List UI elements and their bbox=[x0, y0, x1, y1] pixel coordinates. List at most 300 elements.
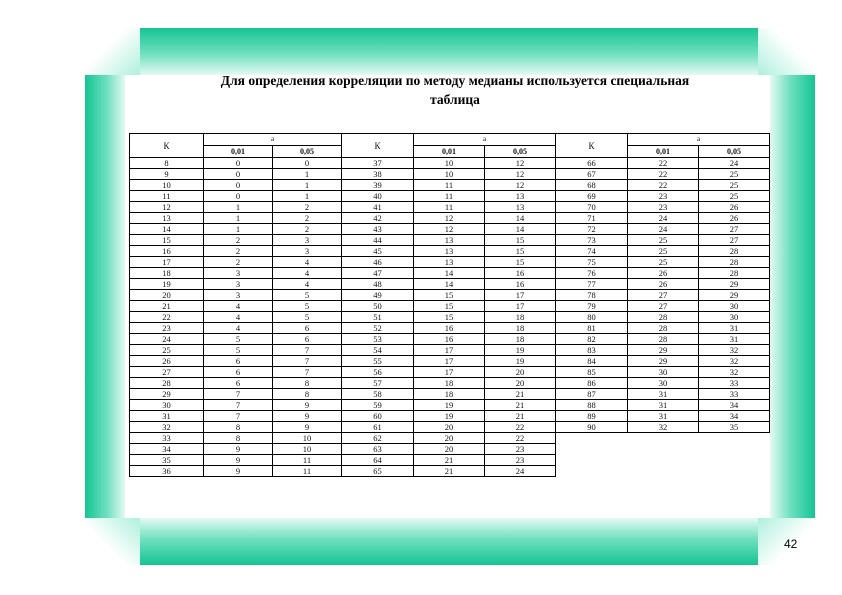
a001-value-cell: 9 bbox=[204, 444, 273, 455]
k-value-cell: 36 bbox=[130, 466, 204, 477]
a001-value-cell: 29 bbox=[628, 345, 699, 356]
a001-value-cell: 9 bbox=[204, 455, 273, 466]
k-value-cell: 22 bbox=[130, 312, 204, 323]
a001-value-cell: 16 bbox=[414, 323, 485, 334]
k-value-cell: 90 bbox=[556, 422, 628, 433]
subheader-001: 0,01 bbox=[414, 146, 485, 158]
frame-bar-bottom bbox=[140, 518, 758, 565]
a005-value-cell: 7 bbox=[273, 367, 342, 378]
a001-value-cell: 22 bbox=[628, 180, 699, 191]
median-table-block-1 bbox=[129, 133, 342, 477]
a005-value-cell: 2 bbox=[273, 213, 342, 224]
table-row bbox=[556, 257, 770, 268]
table-row bbox=[130, 367, 342, 378]
k-value-cell: 70 bbox=[556, 202, 628, 213]
k-value-cell: 66 bbox=[556, 158, 628, 169]
k-value-cell: 26 bbox=[130, 356, 204, 367]
a001-value-cell: 26 bbox=[628, 268, 699, 279]
k-value-cell: 80 bbox=[556, 312, 628, 323]
table-row bbox=[556, 367, 770, 378]
a005-value-cell: 4 bbox=[273, 268, 342, 279]
a-group-header: a bbox=[628, 134, 770, 146]
table-row bbox=[342, 378, 556, 389]
a001-value-cell: 28 bbox=[628, 334, 699, 345]
median-table-block-2 bbox=[341, 133, 556, 477]
a005-value-cell: 4 bbox=[273, 279, 342, 290]
k-value-cell: 86 bbox=[556, 378, 628, 389]
a001-value-cell: 16 bbox=[414, 334, 485, 345]
a001-value-cell: 27 bbox=[628, 301, 699, 312]
a001-value-cell: 15 bbox=[414, 290, 485, 301]
a005-value-cell: 12 bbox=[485, 158, 556, 169]
a001-value-cell: 8 bbox=[204, 433, 273, 444]
table-row bbox=[342, 422, 556, 433]
k-value-cell: 20 bbox=[130, 290, 204, 301]
k-value-cell: 37 bbox=[342, 158, 414, 169]
a001-value-cell: 25 bbox=[628, 257, 699, 268]
a001-value-cell: 7 bbox=[204, 411, 273, 422]
k-value-cell: 31 bbox=[130, 411, 204, 422]
k-column-header: К bbox=[556, 134, 628, 158]
k-value-cell: 72 bbox=[556, 224, 628, 235]
a005-value-cell: 17 bbox=[485, 290, 556, 301]
table-row bbox=[130, 290, 342, 301]
table-body bbox=[556, 158, 770, 433]
a005-value-cell: 33 bbox=[699, 378, 770, 389]
k-value-cell: 17 bbox=[130, 257, 204, 268]
table-body bbox=[342, 158, 556, 477]
a001-value-cell: 30 bbox=[628, 378, 699, 389]
table-row bbox=[556, 169, 770, 180]
a005-value-cell: 7 bbox=[273, 345, 342, 356]
subheader-005: 0,05 bbox=[485, 146, 556, 158]
a001-value-cell: 3 bbox=[204, 279, 273, 290]
a005-value-cell: 12 bbox=[485, 169, 556, 180]
table-row bbox=[342, 356, 556, 367]
a005-value-cell: 2 bbox=[273, 202, 342, 213]
a005-value-cell: 13 bbox=[485, 191, 556, 202]
k-value-cell: 25 bbox=[130, 345, 204, 356]
table-row bbox=[342, 444, 556, 455]
table-row bbox=[556, 411, 770, 422]
k-value-cell: 27 bbox=[130, 367, 204, 378]
k-value-cell: 15 bbox=[130, 235, 204, 246]
a001-value-cell: 1 bbox=[204, 213, 273, 224]
a005-value-cell: 9 bbox=[273, 411, 342, 422]
k-value-cell: 8 bbox=[130, 158, 204, 169]
frame-bar-left bbox=[85, 75, 125, 518]
a001-value-cell: 22 bbox=[628, 169, 699, 180]
table-row bbox=[130, 455, 342, 466]
a001-value-cell: 15 bbox=[414, 301, 485, 312]
table-row bbox=[130, 180, 342, 191]
k-value-cell: 35 bbox=[130, 455, 204, 466]
a005-value-cell: 28 bbox=[699, 268, 770, 279]
k-value-cell: 67 bbox=[556, 169, 628, 180]
a005-value-cell: 25 bbox=[699, 169, 770, 180]
a005-value-cell: 9 bbox=[273, 422, 342, 433]
table-row bbox=[130, 433, 342, 444]
a005-value-cell: 10 bbox=[273, 433, 342, 444]
a001-value-cell: 8 bbox=[204, 422, 273, 433]
a005-value-cell: 17 bbox=[485, 301, 556, 312]
a005-value-cell: 26 bbox=[699, 213, 770, 224]
k-value-cell: 78 bbox=[556, 290, 628, 301]
table-row bbox=[130, 235, 342, 246]
a-group-header: a bbox=[414, 134, 556, 146]
table-row bbox=[130, 422, 342, 433]
k-value-cell: 65 bbox=[342, 466, 414, 477]
a001-value-cell: 21 bbox=[414, 466, 485, 477]
k-column-header: К bbox=[342, 134, 414, 158]
k-value-cell: 45 bbox=[342, 246, 414, 257]
table-row bbox=[556, 356, 770, 367]
a005-value-cell: 32 bbox=[699, 356, 770, 367]
a001-value-cell: 6 bbox=[204, 356, 273, 367]
table-row bbox=[130, 246, 342, 257]
a005-value-cell: 31 bbox=[699, 323, 770, 334]
k-value-cell: 33 bbox=[130, 433, 204, 444]
frame-corner-top-right bbox=[758, 28, 815, 75]
a001-value-cell: 13 bbox=[414, 235, 485, 246]
a001-value-cell: 28 bbox=[628, 312, 699, 323]
k-value-cell: 59 bbox=[342, 400, 414, 411]
a001-value-cell: 3 bbox=[204, 268, 273, 279]
a005-value-cell: 33 bbox=[699, 389, 770, 400]
k-value-cell: 12 bbox=[130, 202, 204, 213]
a005-value-cell: 18 bbox=[485, 312, 556, 323]
table-row bbox=[342, 367, 556, 378]
a001-value-cell: 2 bbox=[204, 235, 273, 246]
k-value-cell: 82 bbox=[556, 334, 628, 345]
a005-value-cell: 28 bbox=[699, 246, 770, 257]
table-row bbox=[342, 323, 556, 334]
k-value-cell: 10 bbox=[130, 180, 204, 191]
a001-value-cell: 2 bbox=[204, 246, 273, 257]
table-row bbox=[342, 466, 556, 477]
table-row bbox=[342, 279, 556, 290]
a005-value-cell: 5 bbox=[273, 301, 342, 312]
table-row bbox=[556, 180, 770, 191]
a-group-header: a bbox=[204, 134, 342, 146]
a001-value-cell: 0 bbox=[204, 158, 273, 169]
table-row bbox=[342, 345, 556, 356]
table-row bbox=[556, 323, 770, 334]
a005-value-cell: 21 bbox=[485, 389, 556, 400]
table-row bbox=[342, 455, 556, 466]
k-column-header: К bbox=[130, 134, 204, 158]
a005-value-cell: 31 bbox=[699, 334, 770, 345]
a001-value-cell: 26 bbox=[628, 279, 699, 290]
a005-value-cell: 11 bbox=[273, 455, 342, 466]
a001-value-cell: 12 bbox=[414, 213, 485, 224]
k-value-cell: 54 bbox=[342, 345, 414, 356]
k-value-cell: 56 bbox=[342, 367, 414, 378]
table-row bbox=[556, 279, 770, 290]
k-value-cell: 46 bbox=[342, 257, 414, 268]
table-body bbox=[130, 158, 342, 477]
table-row bbox=[130, 345, 342, 356]
table-row bbox=[342, 224, 556, 235]
k-value-cell: 44 bbox=[342, 235, 414, 246]
table-row bbox=[556, 422, 770, 433]
a001-value-cell: 14 bbox=[414, 268, 485, 279]
a005-value-cell: 21 bbox=[485, 400, 556, 411]
k-value-cell: 83 bbox=[556, 345, 628, 356]
k-value-cell: 63 bbox=[342, 444, 414, 455]
table-row bbox=[556, 202, 770, 213]
table-row bbox=[130, 323, 342, 334]
table-row bbox=[130, 378, 342, 389]
k-value-cell: 30 bbox=[130, 400, 204, 411]
a001-value-cell: 5 bbox=[204, 334, 273, 345]
table-row bbox=[556, 378, 770, 389]
a005-value-cell: 30 bbox=[699, 301, 770, 312]
a005-value-cell: 25 bbox=[699, 180, 770, 191]
a005-value-cell: 16 bbox=[485, 268, 556, 279]
a005-value-cell: 22 bbox=[485, 422, 556, 433]
a005-value-cell: 20 bbox=[485, 378, 556, 389]
k-value-cell: 76 bbox=[556, 268, 628, 279]
a005-value-cell: 4 bbox=[273, 257, 342, 268]
table-row bbox=[130, 202, 342, 213]
table-row bbox=[342, 268, 556, 279]
table-row bbox=[342, 389, 556, 400]
table-row bbox=[556, 301, 770, 312]
a005-value-cell: 27 bbox=[699, 224, 770, 235]
frame-bar-right bbox=[770, 75, 815, 518]
a005-value-cell: 5 bbox=[273, 290, 342, 301]
slide-title bbox=[125, 71, 785, 109]
a001-value-cell: 9 bbox=[204, 466, 273, 477]
a005-value-cell: 2 bbox=[273, 224, 342, 235]
a001-value-cell: 1 bbox=[204, 224, 273, 235]
a001-value-cell: 31 bbox=[628, 389, 699, 400]
k-value-cell: 87 bbox=[556, 389, 628, 400]
table-row bbox=[342, 433, 556, 444]
k-value-cell: 74 bbox=[556, 246, 628, 257]
a005-value-cell: 1 bbox=[273, 180, 342, 191]
table-row bbox=[130, 312, 342, 323]
a005-value-cell: 18 bbox=[485, 334, 556, 345]
k-value-cell: 43 bbox=[342, 224, 414, 235]
a001-value-cell: 18 bbox=[414, 378, 485, 389]
a001-value-cell: 14 bbox=[414, 279, 485, 290]
a005-value-cell: 6 bbox=[273, 323, 342, 334]
a005-value-cell: 3 bbox=[273, 246, 342, 257]
table-row bbox=[556, 334, 770, 345]
k-value-cell: 40 bbox=[342, 191, 414, 202]
k-value-cell: 50 bbox=[342, 301, 414, 312]
table-row bbox=[556, 246, 770, 257]
table-row bbox=[342, 411, 556, 422]
k-value-cell: 24 bbox=[130, 334, 204, 345]
table-row bbox=[556, 290, 770, 301]
a005-value-cell: 21 bbox=[485, 411, 556, 422]
a005-value-cell: 10 bbox=[273, 444, 342, 455]
k-value-cell: 14 bbox=[130, 224, 204, 235]
a005-value-cell: 34 bbox=[699, 411, 770, 422]
a005-value-cell: 1 bbox=[273, 191, 342, 202]
a005-value-cell: 23 bbox=[485, 444, 556, 455]
a005-value-cell: 32 bbox=[699, 345, 770, 356]
a001-value-cell: 11 bbox=[414, 180, 485, 191]
k-value-cell: 79 bbox=[556, 301, 628, 312]
k-value-cell: 71 bbox=[556, 213, 628, 224]
a001-value-cell: 29 bbox=[628, 356, 699, 367]
table-row bbox=[130, 213, 342, 224]
table-row bbox=[130, 466, 342, 477]
table-row bbox=[130, 169, 342, 180]
a005-value-cell: 19 bbox=[485, 356, 556, 367]
a005-value-cell: 23 bbox=[485, 455, 556, 466]
k-value-cell: 88 bbox=[556, 400, 628, 411]
frame-bar-top bbox=[140, 28, 758, 75]
k-value-cell: 23 bbox=[130, 323, 204, 334]
a005-value-cell: 8 bbox=[273, 378, 342, 389]
k-value-cell: 18 bbox=[130, 268, 204, 279]
k-value-cell: 41 bbox=[342, 202, 414, 213]
a005-value-cell: 28 bbox=[699, 257, 770, 268]
a001-value-cell: 6 bbox=[204, 367, 273, 378]
slide-title-line-1: Для определения корреляции по методу медианы используется специальная bbox=[220, 73, 690, 88]
k-value-cell: 75 bbox=[556, 257, 628, 268]
table-row bbox=[556, 235, 770, 246]
a001-value-cell: 23 bbox=[628, 202, 699, 213]
a001-value-cell: 13 bbox=[414, 246, 485, 257]
a005-value-cell: 19 bbox=[485, 345, 556, 356]
k-value-cell: 42 bbox=[342, 213, 414, 224]
table-row bbox=[556, 400, 770, 411]
a001-value-cell: 25 bbox=[628, 246, 699, 257]
table-row bbox=[130, 400, 342, 411]
k-value-cell: 38 bbox=[342, 169, 414, 180]
table-row bbox=[342, 312, 556, 323]
a001-value-cell: 5 bbox=[204, 345, 273, 356]
k-value-cell: 60 bbox=[342, 411, 414, 422]
a005-value-cell: 1 bbox=[273, 169, 342, 180]
a001-value-cell: 13 bbox=[414, 257, 485, 268]
a001-value-cell: 15 bbox=[414, 312, 485, 323]
a001-value-cell: 4 bbox=[204, 323, 273, 334]
k-value-cell: 51 bbox=[342, 312, 414, 323]
a005-value-cell: 16 bbox=[485, 279, 556, 290]
a001-value-cell: 7 bbox=[204, 389, 273, 400]
a001-value-cell: 20 bbox=[414, 433, 485, 444]
a005-value-cell: 13 bbox=[485, 202, 556, 213]
table-row bbox=[130, 268, 342, 279]
a005-value-cell: 14 bbox=[485, 213, 556, 224]
table-row bbox=[556, 191, 770, 202]
k-value-cell: 13 bbox=[130, 213, 204, 224]
table-row bbox=[130, 158, 342, 169]
a001-value-cell: 20 bbox=[414, 422, 485, 433]
table-row bbox=[342, 202, 556, 213]
a005-value-cell: 24 bbox=[485, 466, 556, 477]
table-row bbox=[130, 279, 342, 290]
k-value-cell: 28 bbox=[130, 378, 204, 389]
a001-value-cell: 21 bbox=[414, 455, 485, 466]
a001-value-cell: 0 bbox=[204, 180, 273, 191]
a001-value-cell: 31 bbox=[628, 400, 699, 411]
a005-value-cell: 24 bbox=[699, 158, 770, 169]
k-value-cell: 61 bbox=[342, 422, 414, 433]
a005-value-cell: 18 bbox=[485, 323, 556, 334]
a005-value-cell: 22 bbox=[485, 433, 556, 444]
table-row bbox=[130, 411, 342, 422]
k-value-cell: 9 bbox=[130, 169, 204, 180]
a001-value-cell: 11 bbox=[414, 202, 485, 213]
table-row bbox=[130, 444, 342, 455]
table-row bbox=[556, 158, 770, 169]
a005-value-cell: 20 bbox=[485, 367, 556, 378]
k-value-cell: 84 bbox=[556, 356, 628, 367]
k-value-cell: 21 bbox=[130, 301, 204, 312]
page-number: 42 bbox=[784, 537, 798, 551]
a001-value-cell: 23 bbox=[628, 191, 699, 202]
a005-value-cell: 27 bbox=[699, 235, 770, 246]
a005-value-cell: 15 bbox=[485, 235, 556, 246]
table-row bbox=[130, 389, 342, 400]
k-value-cell: 58 bbox=[342, 389, 414, 400]
a001-value-cell: 25 bbox=[628, 235, 699, 246]
table-row bbox=[342, 158, 556, 169]
a001-value-cell: 22 bbox=[628, 158, 699, 169]
table-row bbox=[130, 334, 342, 345]
table-row bbox=[342, 301, 556, 312]
table-row bbox=[130, 257, 342, 268]
table-row bbox=[342, 191, 556, 202]
table-row bbox=[556, 268, 770, 279]
a005-value-cell: 26 bbox=[699, 202, 770, 213]
table-row bbox=[130, 356, 342, 367]
a001-value-cell: 17 bbox=[414, 356, 485, 367]
table-row bbox=[130, 191, 342, 202]
table-row bbox=[342, 246, 556, 257]
a001-value-cell: 31 bbox=[628, 411, 699, 422]
a005-value-cell: 25 bbox=[699, 191, 770, 202]
table-row bbox=[556, 389, 770, 400]
a001-value-cell: 6 bbox=[204, 378, 273, 389]
k-value-cell: 49 bbox=[342, 290, 414, 301]
frame-corner-top-left bbox=[85, 28, 140, 75]
a001-value-cell: 10 bbox=[414, 158, 485, 169]
a001-value-cell: 30 bbox=[628, 367, 699, 378]
a005-value-cell: 15 bbox=[485, 257, 556, 268]
slide-title-line-2: таблица bbox=[430, 92, 480, 107]
table-row bbox=[342, 257, 556, 268]
k-value-cell: 19 bbox=[130, 279, 204, 290]
k-value-cell: 55 bbox=[342, 356, 414, 367]
a001-value-cell: 24 bbox=[628, 224, 699, 235]
subheader-001: 0,01 bbox=[204, 146, 273, 158]
table-row bbox=[556, 312, 770, 323]
table-row bbox=[342, 213, 556, 224]
a001-value-cell: 19 bbox=[414, 411, 485, 422]
a005-value-cell: 29 bbox=[699, 290, 770, 301]
k-value-cell: 89 bbox=[556, 411, 628, 422]
table-row bbox=[342, 290, 556, 301]
k-value-cell: 77 bbox=[556, 279, 628, 290]
table-row bbox=[342, 169, 556, 180]
a001-value-cell: 24 bbox=[628, 213, 699, 224]
a001-value-cell: 19 bbox=[414, 400, 485, 411]
a001-value-cell: 0 bbox=[204, 191, 273, 202]
a005-value-cell: 35 bbox=[699, 422, 770, 433]
a001-value-cell: 10 bbox=[414, 169, 485, 180]
a001-value-cell: 12 bbox=[414, 224, 485, 235]
a001-value-cell: 27 bbox=[628, 290, 699, 301]
